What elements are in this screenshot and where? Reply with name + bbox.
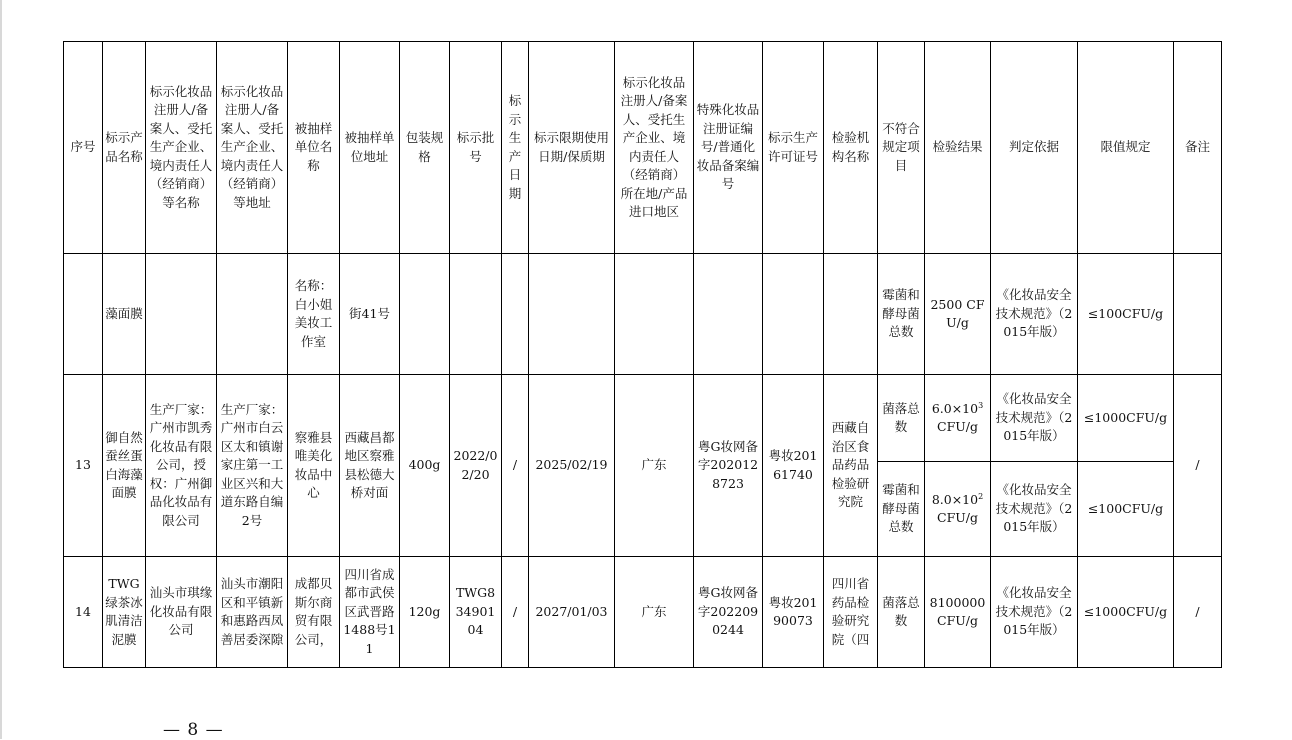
header-license-no: 标示生产许可证号 [763, 42, 824, 254]
cell-seq [64, 254, 103, 375]
cell-item: 菌落总数 [878, 557, 925, 668]
header-registrant-address: 标示化妆品注册人/备案人、受托生产企业、境内责任人（经销商）等地址 [217, 42, 288, 254]
cell-registrant-address: 生产厂家：广州市白云区太和镇谢家庄第一工业区兴和大道东路自编2号 [217, 375, 288, 557]
header-item: 不符合规定项目 [878, 42, 925, 254]
cell-license-no: 粤妆20161740 [763, 375, 824, 557]
cell-basis: 《化妆品安全技术规范》（2015年版） [991, 462, 1078, 557]
cell-filing-no: 粤G妆网备字2022090244 [694, 557, 763, 668]
cell-item: 霉菌和酵母菌总数 [878, 462, 925, 557]
header-prod-date: 标示生产日期 [502, 42, 529, 254]
cell-seq: 14 [64, 557, 103, 668]
cell-sampled-unit: 成都贝斯尔商贸有限公司， [288, 557, 340, 668]
cell-registrant-address [217, 254, 288, 375]
cell-lab [824, 254, 878, 375]
cell-lab: 四川省药品检验研究院（四 [824, 557, 878, 668]
cell-result [925, 375, 991, 462]
cell-basis: 《化妆品安全技术规范》（2015年版） [991, 557, 1078, 668]
cell-basis: 《化妆品安全技术规范》（2015年版） [991, 375, 1078, 462]
cell-registrant-name [146, 254, 217, 375]
header-result: 检验结果 [925, 42, 991, 254]
result-unit: CFU/g [937, 419, 978, 434]
cell-package [400, 254, 450, 375]
cell-filing-no [694, 254, 763, 375]
header-batch: 标示批号 [450, 42, 502, 254]
cell-package: 120g [400, 557, 450, 668]
header-location: 标示化妆品注册人/备案人、受托生产企业、境内责任人（经销商）所在地/产品进口地区 [615, 42, 694, 254]
cell-package: 400g [400, 375, 450, 557]
cell-batch: 2022/02/20 [450, 375, 502, 557]
cell-item: 霉菌和酵母菌总数 [878, 254, 925, 375]
cell-filing-no: 粤G妆网备字2020128723 [694, 375, 763, 557]
cell-license-no [763, 254, 824, 375]
header-filing-no: 特殊化妆品注册证编号/普通化妆品备案编号 [694, 42, 763, 254]
header-product-name: 标示产品名称 [103, 42, 146, 254]
cell-batch [450, 254, 502, 375]
result-exponent: 2 [978, 491, 984, 501]
result-base: 6.0×10 [931, 400, 979, 416]
cell-note: / [1174, 557, 1222, 668]
table-row-14 [64, 557, 1222, 668]
cell-registrant-name: 生产厂家：广州市凯秀化妆品有限公司，授权：广州御品化妆品有限公司 [146, 375, 217, 557]
cell-prod-date: / [502, 375, 529, 557]
cell-expiry: 2025/02/19 [529, 375, 615, 557]
cell-sampled-address: 四川省成都市武侯区武晋路1488号11 [340, 557, 400, 668]
header-basis: 判定依据 [991, 42, 1078, 254]
cell-prod-date: / [502, 557, 529, 668]
cell-location [615, 254, 694, 375]
result-unit: CFU/g [937, 510, 978, 525]
cell-expiry [529, 254, 615, 375]
cell-note: / [1174, 375, 1222, 557]
cell-lab: 西藏自治区食品药品检验研究院 [824, 375, 878, 557]
cell-seq: 13 [64, 375, 103, 557]
cell-location: 广东 [615, 375, 694, 557]
page-number: — 8 — [163, 720, 224, 740]
header-seq: 序号 [64, 42, 103, 254]
cell-batch: TWG83490104 [450, 557, 502, 668]
cell-limit: ≤1000CFU/g [1078, 557, 1174, 668]
cell-sampled-address: 街41号 [340, 254, 400, 375]
cell-product-name: TWG绿茶冰肌清洁泥膜 [103, 557, 146, 668]
page-edge [0, 0, 2, 739]
header-note: 备注 [1174, 42, 1222, 254]
cell-basis: 《化妆品安全技术规范》（2015年版） [991, 254, 1078, 375]
cell-location: 广东 [615, 557, 694, 668]
cell-limit: ≤1000CFU/g [1078, 375, 1174, 462]
cell-result [925, 462, 991, 557]
cell-limit: ≤100CFU/g [1078, 462, 1174, 557]
cell-sampled-address: 西藏昌都地区察雅县松德大桥对面 [340, 375, 400, 557]
result-base: 8.0×10 [931, 491, 979, 507]
cell-sampled-unit: 名称：白小姐美妆工作室 [288, 254, 340, 375]
table-row-continued [64, 254, 1222, 375]
header-sampled-unit: 被抽样单位名称 [288, 42, 340, 254]
table-row-13 [64, 375, 1222, 462]
header-expiry: 标示限期使用日期/保质期 [529, 42, 615, 254]
cell-registrant-name: 汕头市琪缘化妆品有限公司 [146, 557, 217, 668]
cell-product-name: 御自然蚕丝蛋白海藻面膜 [103, 375, 146, 557]
cell-note [1174, 254, 1222, 375]
cell-sampled-unit: 察雅县唯美化妆品中心 [288, 375, 340, 557]
header-lab: 检验机构名称 [824, 42, 878, 254]
sampling-results-table [63, 41, 1222, 668]
header-package: 包装规格 [400, 42, 450, 254]
cell-prod-date [502, 254, 529, 375]
header-row [64, 42, 1222, 254]
cell-license-no: 粤妆20190073 [763, 557, 824, 668]
cell-item: 菌落总数 [878, 375, 925, 462]
header-limit: 限值规定 [1078, 42, 1174, 254]
cell-result: 2500 CFU/g [925, 254, 991, 375]
cell-limit: ≤100CFU/g [1078, 254, 1174, 375]
cell-product-name: 藻面膜 [103, 254, 146, 375]
cell-registrant-address: 汕头市潮阳区和平镇新和惠路西凤善居委深隙 [217, 557, 288, 668]
cell-result: 8100000 CFU/g [925, 557, 991, 668]
result-exponent: 3 [978, 400, 984, 410]
header-registrant-name: 标示化妆品注册人/备案人、受托生产企业、境内责任人（经销商）等名称 [146, 42, 217, 254]
header-sampled-address: 被抽样单位地址 [340, 42, 400, 254]
cell-expiry: 2027/01/03 [529, 557, 615, 668]
